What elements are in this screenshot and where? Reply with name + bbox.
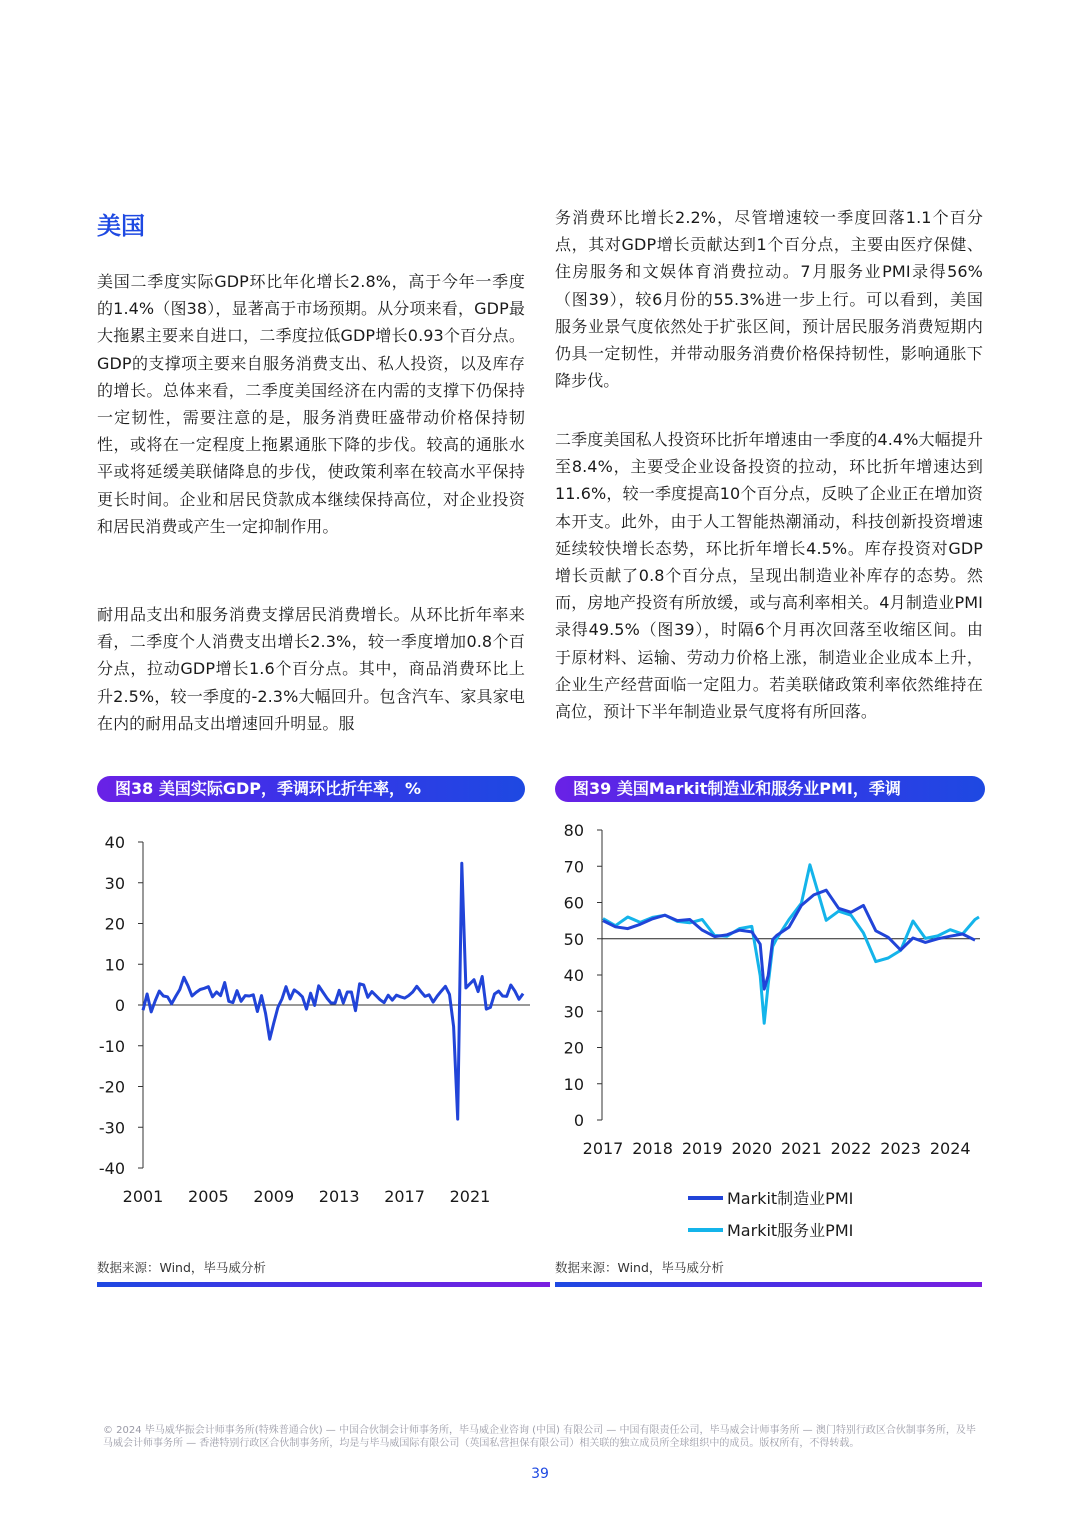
x-tick-label: 2020 [731, 1139, 773, 1158]
mfg-pmi-line [603, 890, 975, 989]
y-tick-label: 30 [563, 1002, 584, 1022]
y-tick-label: 0 [114, 996, 125, 1015]
figure-39-divider [555, 1282, 982, 1287]
paragraph-investment: 二季度美国私人投资环比折年增速由一季度的4.4%大幅提升至8.4%，主要受企业设备投资的拉动，环比折年增速达到11.6%，较一季度提高10个百分点，反映了企业正在增加资本开支。此外，由于人工智能热潮涌动，科技创新投资增速延续较快增长态势，环比折年增长4.5%。库存投资对GDP增长贡献了0.8个百分点，呈现出制造业补库存的态势。然而，房地产投资有所放缓，或与高利率相关。4月制造业PMI录得49.5%（图39），时隔6个月再次回落至收缩区间。由于原材料、运输、劳动力价格上涨，制造业企业成本上升，企业生产经营面临一定阻力。若美联储政策利率依然维持在高位，预计下半年制造业景气度将有所回落。 [555, 430, 983, 722]
x-tick-label: 2023 [880, 1139, 921, 1158]
y-tick-label: 80 [563, 821, 584, 840]
figure-38-divider [97, 1282, 550, 1287]
x-tick-label: 2018 [632, 1139, 673, 1158]
x-tick-label: 2019 [681, 1139, 723, 1158]
y-tick-label: -20 [98, 1077, 125, 1097]
x-tick-label: 2022 [830, 1139, 872, 1158]
y-tick-label: 40 [104, 833, 125, 852]
y-tick-label: 70 [563, 857, 584, 877]
figure-39-title: 图39 美国Markit制造业和服务业PMI，季调 [555, 776, 985, 802]
y-tick-label: -30 [98, 1118, 125, 1138]
svc-pmi-line [603, 865, 979, 1023]
y-tick-label: 40 [563, 966, 584, 985]
x-tick-label: 2024 [929, 1139, 971, 1158]
figure-38-source: 数据来源：Wind，毕马威分析 [97, 1260, 266, 1275]
pmi-line-chart [555, 815, 985, 1245]
y-tick-label: -40 [98, 1159, 125, 1178]
figure-39-source: 数据来源：Wind，毕马威分析 [555, 1260, 724, 1275]
x-tick-label: 2005 [188, 1187, 229, 1206]
x-tick-label: 2017 [384, 1187, 425, 1206]
legal-footer: © 2024 毕马威华振会计师事务所(特殊普通合伙) — 中国合伙制会计师事务所，毕马威企业咨询 (中国) 有限公司 — 中国有限责任公司，毕马威会计师事务所 — 澳门特别行政区合伙制事务所，及毕马威会计师事务所 — 香港特别行政区合伙制事务所，均是与毕马威国际有限公司（英国私营担保有限公司）相关联的独立成员所全球组织中的成员。版权所有，不得转载。 [103, 1425, 976, 1449]
figure-38-title: 图38 美国实际GDP，季调环比折年率，% [97, 776, 525, 802]
y-tick-label: 0 [573, 1111, 584, 1130]
paragraph-consumption: 耐用品支出和服务消费支撑居民消费增长。从环比折年率来看，二季度个人消费支出增长2.3%，较一季度增加0.8个百分点，拉动GDP增长1.6个百分点。其中，商品消费环比上升2.5%，较一季度的-2.3%大幅回升。包含汽车、家具家电在内的耐用品支出增速回升明显。服 [97, 605, 525, 733]
x-tick-label: 2001 [122, 1187, 164, 1206]
y-tick-label: 10 [104, 955, 125, 975]
x-tick-label: 2009 [253, 1187, 295, 1206]
legend-label: Markit制造业PMI [727, 1189, 854, 1208]
gdp-line-chart [90, 820, 530, 1220]
paragraph-gdp-overview: 美国二季度实际GDP环比年化增长2.8%，高于今年一季度的1.4%（图38），显著高于市场预期。从分项来看，GDP最大拖累主要来自进口，二季度拉低GDP增长0.93个百分点。GDP的支撑项主要来自服务消费支出、私人投资，以及库存的增长。总体来看，二季度美国经济在内需的支撑下仍保持一定韧性，需要注意的是，服务消费旺盛带动价格保持韧性，或将在一定程度上拖累通胀下降的步伐。较高的通胀水平或将延缓美联储降息的步伐，使政策利率在较高水平保持更长时间。企业和居民贷款成本继续保持高位，对企业投资和居民消费或产生一定抑制作用。 [97, 272, 525, 536]
y-tick-label: 10 [563, 1074, 584, 1094]
x-tick-label: 2021 [781, 1139, 822, 1158]
gdp-series-line [143, 863, 523, 1119]
y-tick-label: -10 [98, 1036, 125, 1056]
paragraph-services: 务消费环比增长2.2%，尽管增速较一季度回落1.1个百分点，其对GDP增长贡献达到1个百分点，主要由医疗保健、住房服务和文娱体育消费拉动。7月服务业PMI录得56%（图39），较6月份的55.3%进一步上行。可以看到，美国服务业景气度依然处于扩张区间，预计居民服务消费短期内仍具一定韧性，并带动服务消费价格保持韧性，影响通胀下降步伐。 [555, 208, 983, 391]
y-tick-label: 60 [563, 893, 584, 913]
section-title: 美国 [97, 212, 145, 240]
y-tick-label: 20 [104, 914, 125, 934]
y-tick-label: 50 [563, 929, 584, 949]
x-tick-label: 2021 [449, 1187, 491, 1206]
legend-label: Markit服务业PMI [727, 1221, 854, 1240]
page-number: 39 [531, 1466, 549, 1482]
x-tick-label: 2017 [582, 1139, 624, 1158]
y-tick-label: 20 [563, 1038, 584, 1058]
x-tick-label: 2013 [318, 1187, 360, 1206]
y-tick-label: 30 [104, 873, 125, 893]
